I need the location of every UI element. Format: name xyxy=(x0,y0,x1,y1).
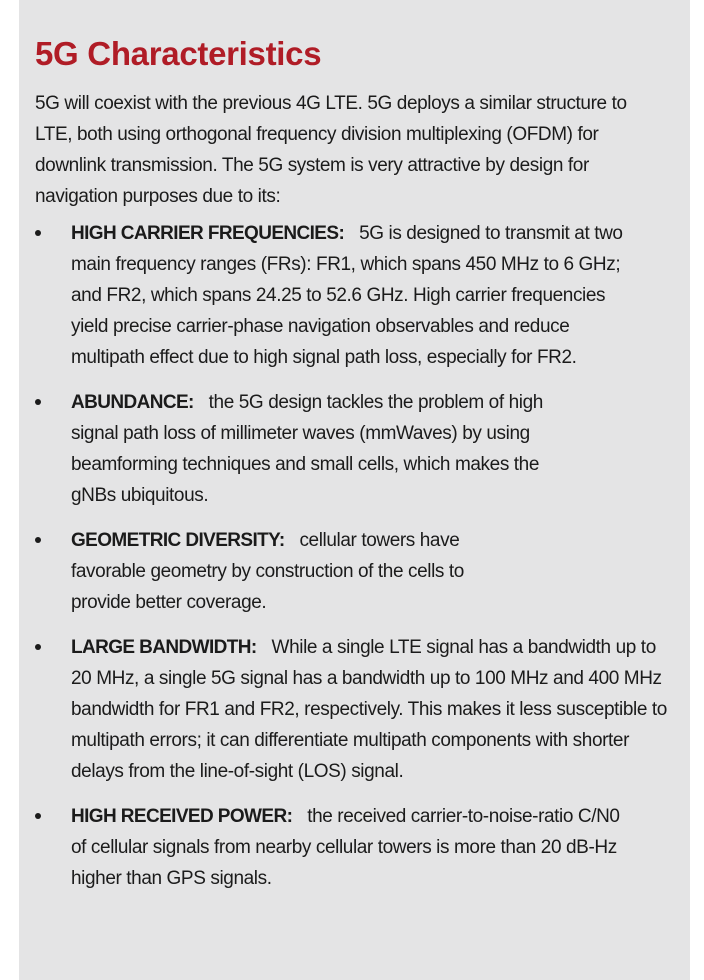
list-item-high-received-power xyxy=(35,801,631,894)
bullet-term: HIGH CARRIER FREQUENCIES: xyxy=(71,223,345,244)
bullet-term: HIGH RECEIVED POWER: xyxy=(71,806,293,827)
bullet-term: GEOMETRIC DIVERSITY: xyxy=(71,530,285,551)
list-item-high-carrier-frequencies xyxy=(35,218,631,373)
bullet-icon xyxy=(35,230,41,236)
sidebar-title: 5G Characteristics xyxy=(35,35,322,72)
bullet-icon xyxy=(35,813,41,819)
list-item-geometric-diversity xyxy=(35,525,491,618)
bullet-text: cellular towers have favorable geometry by construction of the cells to provide better coverage. xyxy=(71,530,464,613)
list-item-abundance xyxy=(35,387,571,511)
bullet-text: the received carrier-to-noise-ratio C/N0 of cellular signals from nearby cellular towers is more than 20 dB-Hz higher than GPS signals. xyxy=(71,806,620,889)
bullet-icon xyxy=(35,399,41,405)
bullet-icon xyxy=(35,537,41,543)
bullet-term: LARGE BANDWIDTH: xyxy=(71,637,257,658)
characteristics-list xyxy=(35,218,670,894)
list-item-large-bandwidth xyxy=(35,632,671,787)
bullet-text: 5G is designed to transmit at two main frequency ranges (FRs): FR1, which spans 450 MHz to 6 GHz; and FR2, which spans 24.25 to 52.6 GHz. High carrier frequencies yield precise carrier-phase navigation observables and reduce multipath effect due to high signal path loss, especially for FR2. xyxy=(71,223,623,368)
bullet-term: ABUNDANCE: xyxy=(71,392,194,413)
sidebar-box xyxy=(19,0,690,980)
bullet-icon xyxy=(35,644,41,650)
intro-paragraph: 5G will coexist with the previous 4G LTE. 5G deploys a similar structure to LTE, both using orthogonal frequency division multiplexing (OFDM) for downlink transmission. The 5G system is very attractive by design for navigation purposes due to its: xyxy=(35,93,627,207)
bullet-text: the 5G design tackles the problem of high signal path loss of millimeter waves (mmWaves) by using beamforming techniques and small cells, which makes the gNBs ubiquitous. xyxy=(71,392,543,506)
bullet-text: While a single LTE signal has a bandwidth up to 20 MHz, a single 5G signal has a bandwidth up to 100 MHz and 400 MHz bandwidth for FR1 and FR2, respectively. This makes it less susceptible to multipath errors; it can differentiate multipath components with shorter delays from the line-of-sight (LOS) signal. xyxy=(71,637,667,782)
